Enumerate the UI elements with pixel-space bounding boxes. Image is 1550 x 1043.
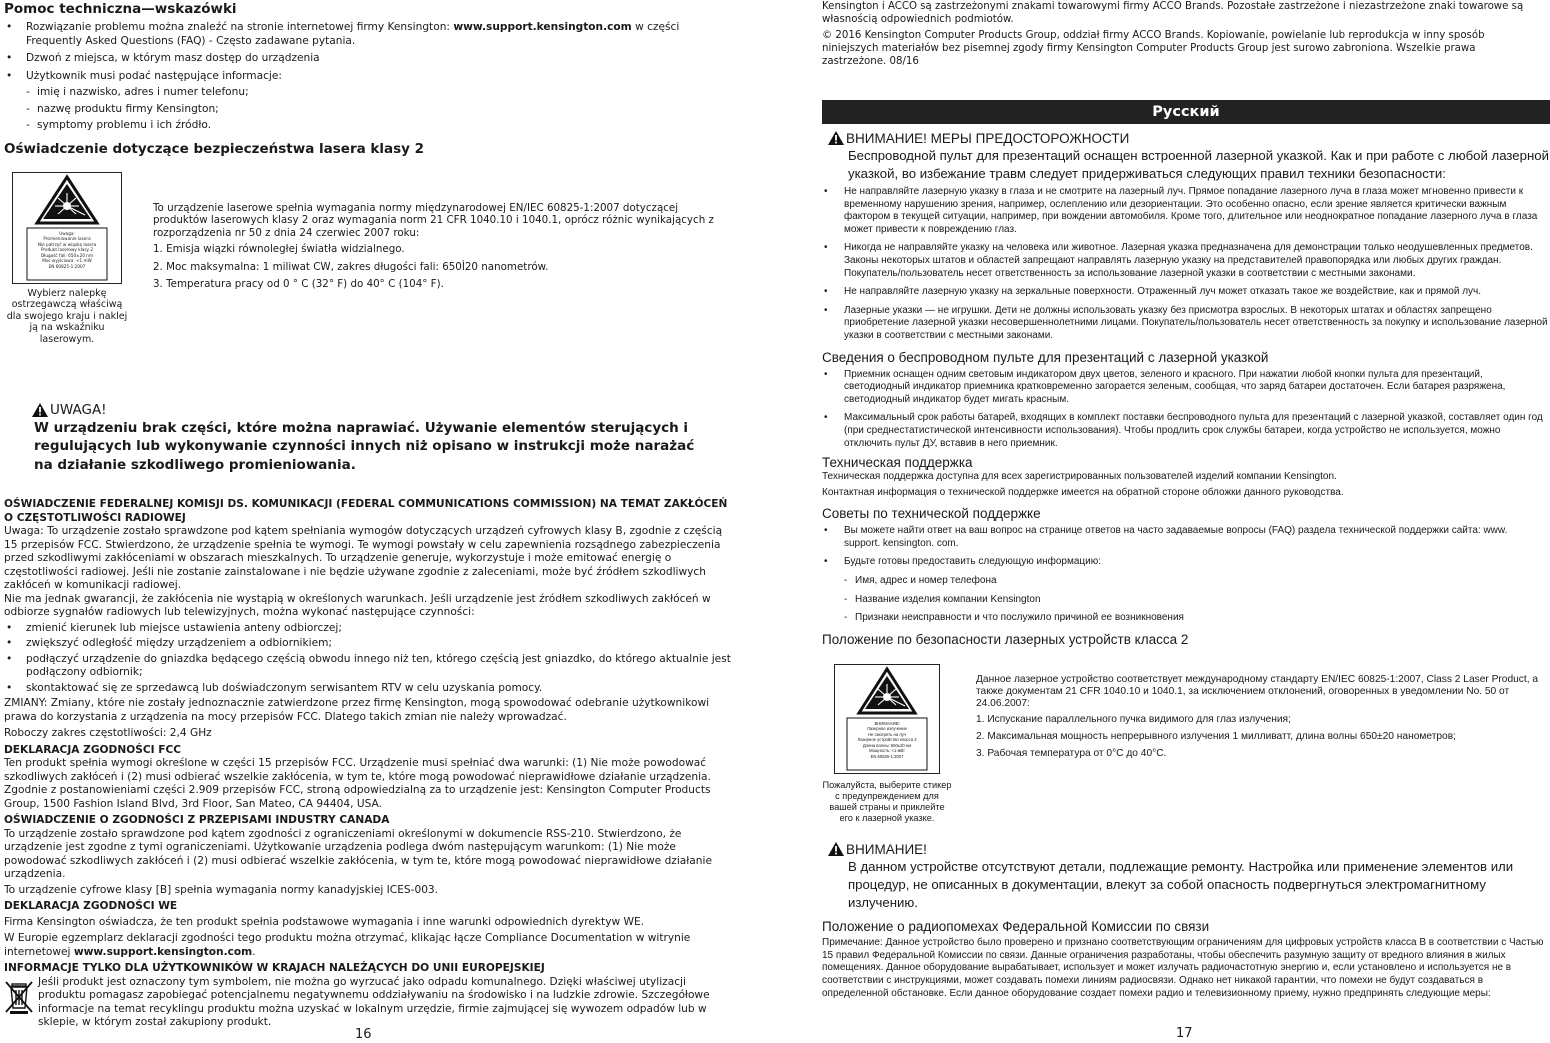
list-item: • podłączyć urządzenie do gniazdka będącego częścią obwodu innego niż ten, którego częścią jest gniazdko, do którego aktualnie jest podłączony odbiornik;: [4, 653, 738, 680]
eu-block: [4, 976, 738, 1030]
laser-caption: Wybierz nalepkę ostrzegawczą właściwą dla swojego kraju i naklej ją na wskaźniku laserowym.: [6, 287, 128, 345]
list-subitem: - Название изделия компании Kensington: [822, 594, 1550, 607]
warning-text: В данном устройстве отсутствуют детали, подлежащие ремонту. Настройка или применение элементов или процедур, не описанных в документации, влекут за собой опасность подвергнуться электромагнитному излучению.: [848, 858, 1514, 910]
fcc-section: [4, 498, 738, 1030]
list-subitem: - Признаки неисправности и что послужило причиной ее возникновения: [822, 612, 1550, 625]
laser-block: [822, 648, 1550, 824]
warning-title: ВНИМАНИЕ!: [846, 841, 927, 857]
list-item: • Приемник оснащен одним световым индикатором двух цветов, зеленого и красного. При нажатии любой кнопки пульта для презентаций, светодиодный индикатор приемника кратковременно загорается зеленым, сообщая, что заряд батареи достаточен. Если батарея разряжена, светодиодный индикатор будет мигать красным.: [822, 369, 1550, 407]
list-item: • Никогда не направляйте указку на человека или животное. Лазерная указка предназначена для демонстрации только неодушевленных предметов. Законы некоторых штатов и областей запрещают направлять лазерную указку на представителей правопорядка или любых других граждан. Покупатель/пользователь несет ответственность за использование лазерной указки в соответствии с местными законами.: [822, 242, 1550, 280]
laser-block: [4, 158, 738, 343]
warning-icon: [828, 842, 844, 856]
list-subitem: - symptomy problemu i ich źródło.: [4, 119, 738, 133]
laser-caption: Пожалуйста, выберите стикер с предупреждением для вашей страны и приклейте его к лазерной указке.: [822, 779, 952, 823]
laser-warning-label: [834, 664, 940, 774]
ic-text: To urządzenie cyfrowe klasy [B] spełnia wymagania normy kanadyjskiej ICES-003.: [4, 883, 439, 896]
list-item: • zwiększyć odległość między urządzeniem a odbiornikiem;: [4, 637, 738, 651]
list-item: • Лазерные указки — не игрушки. Дети не должны использовать указку без присмотра взрослых. В некоторых штатах и областях запрещено приобретение лазерной указки несовершеннолетними лицами. Покупатель/пользователь несет ответственность за покупку и использование лазерной указки в соответствии с местными законами.: [822, 305, 1550, 343]
fcc-title: OŚWIADCZENIE FEDERALNEJ KOMISJI DS. KOMUNIKACJI (FEDERAL COMMUNICATIONS COMMISSION) NA TEMAT ZAKŁÓCEŃ O CZĘSTOTLIWOŚCI RADIOWEJ: [4, 498, 728, 524]
laser-label-text: ВНИМАНИЕ! Лазерное излучение Не смотреть на луч Лазерное устройство класса 2 Длина волны: 650±20 нм Мощность: <1 мВт EN 60825-1:2007: [857, 720, 917, 759]
copyright-text: © 2016 Kensington Computer Products Group, oddział firmy ACCO Brands. Kopiowanie, powielanie lub reprodukcja w inny sposób niniejszych materiałów bez pisemnej zgody firmy Kensington Computer Products Group jest surowo zabroniona. Wszelkie prawa zastrzeżone. 08/16: [822, 30, 1485, 67]
doc-text: Ten produkt spełnia wymogi określone w części 15 przepisów FCC. Urządzenie musi spełniać dwa warunki: (1) Nie może powodować szkodliwych zakłóceń i (2) musi odbierać wszelkie zakłócenia, w tym te, które mogą powodować nieprawidłowe działanie urządzenia. Zgodnie z postanowieniami części 2.909 przepisów FCC, stroną odpowiedzialną za to urządzenie jest: Kensington Computer Products Group, 1500 Fashion Island Blvd, 3rd Floor, San Mateo, CA 94404, USA.: [4, 757, 711, 810]
warning-block: [822, 841, 1550, 912]
fcc-changes: ZMIANY: Zmiany, które nie zostały jednoznacznie zatwierdzone przez firmę Kensington, mogą spowodować odebranie użytkownikowi prawa do korzystania z urządzenia na mocy przepisów FCC. Dlatego takich zmian nie należy wprowadzać.: [4, 697, 710, 723]
list-item: • Użytkownik musi podać następujące informacje:: [4, 70, 738, 84]
tips-title: Советы по технической поддержке: [822, 506, 1041, 522]
trademark-text: Kensington i ACCO są zastrzeżonymi znakami towarowymi firmy ACCO Brands. Pozostałe zastrzeżone i niezastrzeżone znaki towarowe są własnością odpowiednich podmiotów.: [822, 1, 1524, 25]
support-link[interactable]: www.support.kensington.com: [453, 21, 632, 33]
list-item: • Максимальный срок работы батарей, входящих в комплект поставки беспроводного пульта для презентаций с лазерной указкой, составляет один год (при среднестатистической интенсивности использования). Чтобы продлить срок службы батареи, когда устройство не используется, можно отключить пульт ДУ, вставив в него приемник.: [822, 412, 1550, 450]
ic-title: OŚWIADCZENIE O ZGODNOŚCI Z PRZEPISAMI INDUSTRY CANADA: [4, 814, 390, 826]
weee-bin-icon: [4, 978, 34, 1016]
list-item: • Rozwiązanie problemu można znaleźć na stronie internetowej firmy Kensington: www.support.kensington.com w części Frequently Asked Questions (FAQ) - Często zadawane pytania.: [4, 21, 738, 48]
laser-warning-label: [12, 172, 122, 284]
warning-text: W urządzeniu brak części, które można naprawiać. Używanie elementów sterujących i regulujących lub wykonywanie czynności innych niż opisano w instrukcji może narażać na działanie szkodliwego promieniowania.: [34, 419, 695, 473]
list-subitem: - Имя, адрес и номер телефона: [822, 575, 1550, 588]
page-number: 17: [1176, 1026, 1193, 1041]
ce-title: DEKLARACJA ZGODNOŚCI WE: [4, 900, 178, 912]
eu-title: INFORMACJE TYLKO DLA UŻYTKOWNIKÓW W KRAJACH NALEŻĄCYCH DO UNII EUROPEJSKIEJ: [4, 962, 545, 974]
fcc-text: Примечание: Данное устройство было проверено и признано соответствующим ограничениям для цифровых устройств класса B в соответствии с Частью 15 правил Федеральной Комиссии по связи. Данные ограничения разработаны, чтобы обеспечить разумную защиту от вредного влияния в жилых помещениях. Данное оборудование вырабатывает, использует и может излучать радиочастотную энергию и, если установлено и используется не в соответствии с инструкциями, может создавать помехи линиям радиосвязи. Однако нет никакой гарантии, что помехи не будут создаваться в определенной обстановке. Если данное оборудование создает помехи радио и телевизионному приему, нужно предпринять следующие меры:: [822, 936, 1544, 1000]
fcc-frequency: Roboczy zakres częstotliwości: 2,4 GHz: [4, 727, 212, 739]
warning-block: [4, 401, 738, 475]
compliance-link[interactable]: www.support.kensington.com: [73, 945, 253, 958]
trademark-block: [822, 0, 1542, 68]
fcc-paragraph: Uwaga: To urządzenie zostało sprawdzone pod kątem spełniania wymogów dotyczących urządzeń cyfrowych klasy B, zgodnie z częścią 15 przepisów FCC. Stwierdzono, że urządzenie spełnia te wymogi. Te wymogi powstały w celu zapewnienia rozsądnego zabezpieczenia przed szkodliwymi zakłóceniami w obszarach mieszkalnych. To urządzenie generuje, wykorzystuje i może emitować energię o częstotliwości radiowej. Jeśli nie zostanie zainstalowane i nie będzie używane zgodnie z zaleceniami, może być źródłem szkodliwych zakłóceń w komunikacji radiowej.: [4, 525, 723, 591]
list-item: • skontaktować się ze sprzedawcą lub doświadczonym serwisantem RTV w celu uzyskania pomocy.: [4, 682, 738, 696]
doc-title: DEKLARACJA ZGODNOŚCI FCC: [4, 743, 182, 756]
page-left: [0, 0, 738, 1043]
caution-block: [822, 130, 1550, 343]
support-list: [4, 21, 738, 133]
tech-text: Контактная информация о технической поддержке имеется на обратной стороне обложки данного руководства.: [822, 486, 1344, 498]
list-subitem: - nazwę produktu firmy Kensington;: [4, 103, 738, 117]
laser-title: Положение по безопасности лазерных устройств класса 2: [822, 631, 1189, 647]
list-item: • Не направляйте лазерную указку в глаза и не смотрите на лазерный луч. Прямое попадание лазерного луча в глаза может мгновенно привести к временному нарушению зрения, например, ослеплению или дезориентации. Это особенно опасно, если зрение является критически важным фактором в текущей ситуации, например, при вождении автомобиля. Кроме того, длительное или неоднократное попадание лазерного луча в глаза может привести к повреждению глаз.: [822, 186, 1550, 236]
tech-text: Техническая поддержка доступна для всех зарегистрированных пользователей изделий компании Kensington.: [822, 471, 1337, 483]
list-item: • Вы можете найти ответ на ваш вопрос на странице ответов на часто задаваемые вопросы (FAQ) раздела технической поддержки сайта: www. support. kensington. com.: [822, 525, 1522, 550]
info-title: Сведения о беспроводном пульте для презентаций с лазерной указкой: [822, 349, 1269, 365]
laser-title: Oświadczenie dotyczące bezpieczeństwa lasera klasy 2: [4, 140, 425, 157]
tech-title: Техническая поддержка: [822, 455, 973, 471]
page-number: 16: [355, 1027, 372, 1042]
ce-text: W Europie egzemplarz deklaracji zgodności tego produktu można otrzymać, klikając łącze Compliance Documentation w witrynie internetowej www.support.kensington.com.: [4, 932, 691, 958]
laser-text-block: To urządzenie laserowe spełnia wymagania normy międzynarodowej EN/IEC 60825-1:2007 dotyczącej produktów laserowych klasy 2 oraz wymagania norm 21 CFR 1040.10 i 1040.1, oprócz różnic wynikających z rozporządzenia nr 50 z dnia 24 czerwiec 2007 roku: 1. Emisja wiązki równoległej światła widzialnego. 2. Moc maksymalna: 1 miliwat CW, zakres długości fali: 650Ì20 nanometrów. 3. Temperatura pracy od 0 ° C (32° F) do 40° C (104° F).: [153, 201, 714, 290]
caution-title: ВНИМАНИЕ! МЕРЫ ПРЕДОСТОРОЖНОСТИ: [846, 131, 1130, 146]
laser-label-text: Uwaga: Promieniowanie lasera Nie patrzyć w wiązkę lasera Produkt laserowy klasy 2 Długość fali: 650±20 nm Moc wyjściowa: <1 mW EN 60825-1:2007: [37, 230, 97, 269]
eu-text: Jeśli produkt jest oznaczony tym symbolem, nie można go wyrzucać jako odpadu komunalnego. Dzięki właściwej utylizacji produktu pomagasz zapobiegać potencjalnemu negatywnemu oddziaływaniu na środowisko i na ludzkie zdrowie. Szczegółowe informacje na temat recyklingu produktu można uzyskać w lokalnym urzędzie, firmie zajmującej się wywozem odpadów lub w sklepie, w którym został zakupiony produkt.: [38, 975, 710, 1028]
laser-text-block: Данное лазерное устройство соответствует международному стандарту EN/IEC 60825-1:2007, Class 2 Laser Product, а также документам 21 CFR 1040.10 и 1040.1, за исключением отклонений, оговоренных в уведомлении No. 50 от 24.06.2007: 1. Испускание параллельного пучка видимого для глаз излучения; 2. Максимальная мощность непрерывного излучения 1 милливатт, длина волны 650±20 нанометров; 3. Рабочая температура от 0°C до 40°C.: [976, 673, 1539, 760]
ce-text: Firma Kensington oświadcza, że ten produkt spełnia podstawowe wymagania i inne warunki odpowiednich dyrektyw WE.: [4, 915, 645, 928]
list-item: • Будьте готовы предоставить следующую информацию:: [822, 556, 1550, 569]
language-header: Русский: [822, 100, 1550, 124]
fcc-title: Положение о радиопомехах Федеральной Комиссии по связи: [822, 918, 1210, 934]
warning-icon: [32, 403, 48, 417]
list-item: • Dzwoń z miejsca, w którym masz dostęp do urządzenia: [4, 52, 738, 66]
fcc-paragraph: Nie ma jednak gwarancji, że zakłócenia nie wystąpią w określonych warunkach. Jeśli urządzenie jest źródłem szkodliwych zakłóceń w odbiorze sygnałów radiowych lub telewizyjnych, można wykonać następujące czynności:: [4, 592, 711, 618]
support-title: Pomoc techniczna—wskazówki: [4, 1, 237, 17]
warning-icon: [828, 131, 844, 145]
ic-text: To urządzenie zostało sprawdzone pod kątem zgodności z ograniczeniami określonymi w dokumencie RSS-210. Stwierdzono, że urządzenie jest zgodne z tymi ograniczeniami. Użytkowanie urządzenia podlega dwóm następującym warunkom: (1) Nie może powodować szkodliwych zakłóceń i (2) musi odbierać wszelkie zakłócenia, w tym te, które mogą powodować nieprawidłowe działanie urządzenia.: [4, 827, 712, 880]
list-item: • Не направляйте лазерную указку на зеркальные поверхности. Отраженный луч может отказать такое же воздействие, как и прямой луч.: [822, 286, 1550, 299]
list-item: • zmienić kierunek lub miejsce ustawienia anteny odbiorczej;: [4, 622, 738, 636]
list-subitem: - imię i nazwisko, adres i numer telefonu;: [4, 86, 738, 100]
warning-title: UWAGA!: [50, 401, 107, 418]
caution-intro: Беспроводной пульт для презентаций оснащен встроенной лазерной указкой. Как и при работе с любой лазерной указкой, во избежание травм следует придерживаться следующих правил техники безопасности:: [848, 148, 1549, 181]
page-right: [822, 0, 1550, 1043]
